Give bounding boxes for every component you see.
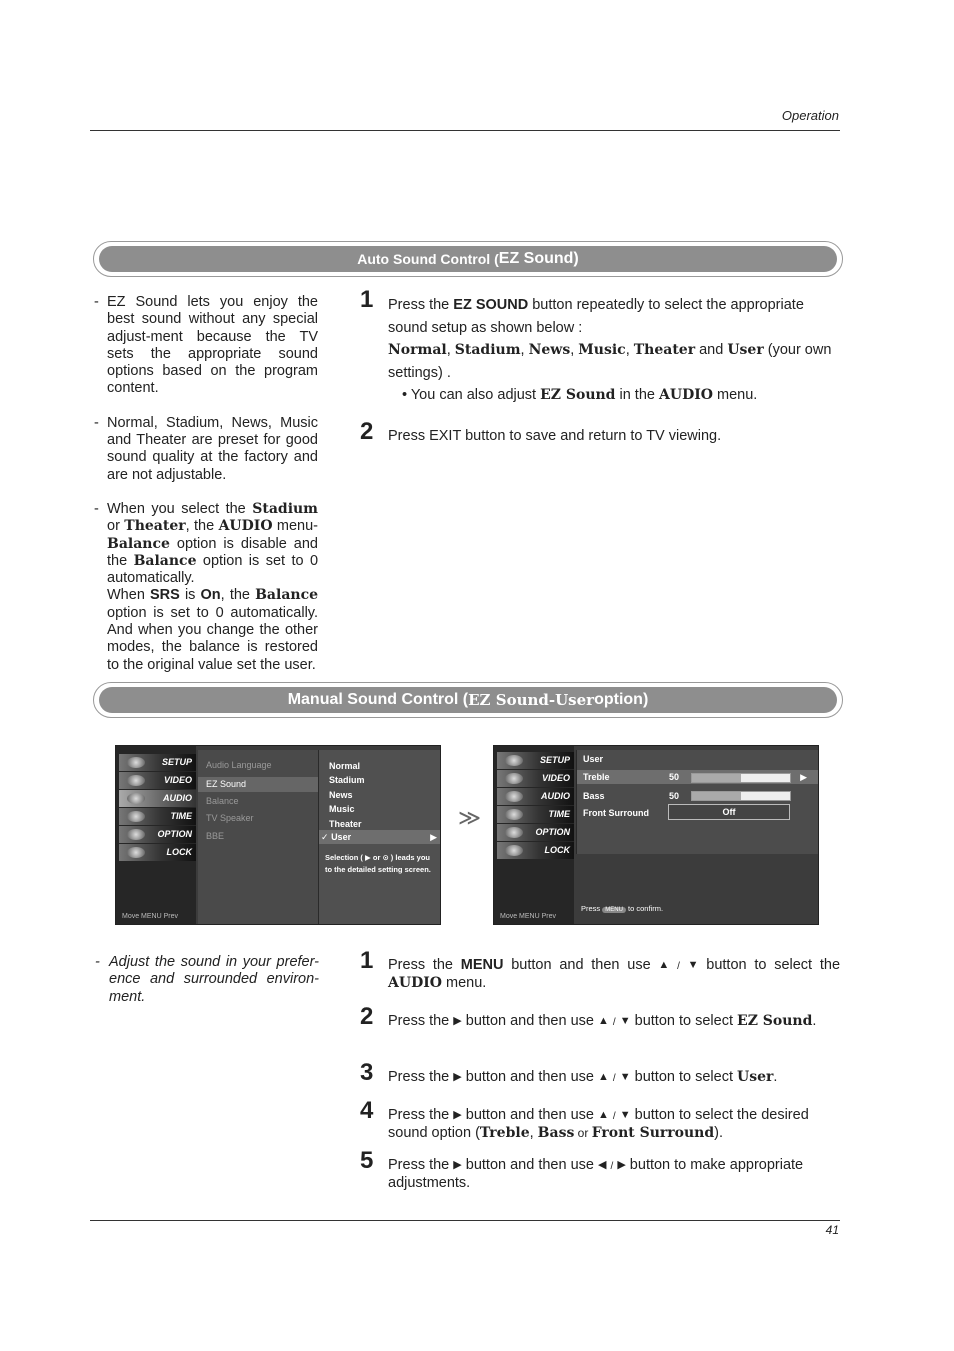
ez-sound-options bbox=[318, 750, 441, 924]
option-normal: Normal bbox=[329, 761, 361, 771]
manual-step-2: 2 Press the ▶ button and then use ▲ / ▼ button to select EZ Sound. bbox=[360, 1003, 817, 1030]
submenu-audio-language: Audio Language bbox=[206, 760, 272, 770]
up-arrow-icon: ▲ bbox=[598, 1109, 609, 1121]
bass-label: Bass bbox=[583, 791, 605, 801]
section-header-auto-sound bbox=[93, 241, 843, 277]
footer-rule bbox=[90, 1220, 840, 1221]
front-surround-label: Front Surround bbox=[583, 808, 649, 818]
note-balance: - When you select the Stadium or Theater, the AUDIO menu-Balance option is disable and the Balance option is set to 0 automatically. When SRS is On, the Balance option is set to 0 automatically. And when you change the other modes, the balance is restored to the original value set the user. bbox=[92, 501, 318, 674]
left-arrow-icon: ◀ bbox=[598, 1159, 607, 1171]
section-title-bold: EZ Sound-User bbox=[468, 691, 595, 709]
setup-icon bbox=[505, 755, 523, 766]
manual-step-5: 5 Press the ▶ button and then use ◀ / ▶ button to make appropriate adjustments. bbox=[360, 1147, 804, 1192]
section-title-prefix: Auto Sound Control ( bbox=[357, 251, 499, 267]
menu-item-setup: SETUP bbox=[497, 752, 574, 769]
menu-sidebar bbox=[494, 746, 574, 924]
menu-item-option: OPTION bbox=[119, 826, 196, 843]
treble-slider bbox=[691, 773, 791, 783]
header-section-label: Operation bbox=[781, 108, 839, 123]
down-arrow-icon: ▼ bbox=[687, 959, 699, 971]
auto-step-1: 1 Press the EZ SOUND button repeatedly to select the appropriate sound setup as shown below : Normal, Stadium, News, Music, Theater and User (your own settings) . • You can also adjust EZ Sound in the AUDIO menu. bbox=[360, 286, 832, 403]
menu-footer-hint: Move MENU Prev bbox=[122, 913, 179, 920]
menu-footer-hint: Move MENU Prev bbox=[500, 913, 557, 920]
section-title-prefix: Manual Sound Control ( bbox=[287, 691, 469, 708]
section-title-suffix: option) bbox=[594, 691, 649, 708]
bass-slider bbox=[691, 791, 791, 801]
auto-sound-notes bbox=[92, 294, 318, 691]
menu-item-audio: AUDIO bbox=[497, 788, 574, 805]
video-icon bbox=[505, 773, 523, 784]
user-settings-panel bbox=[576, 750, 819, 854]
up-arrow-icon: ▲ bbox=[598, 1071, 609, 1083]
menu-item-lock: LOCK bbox=[119, 844, 196, 861]
step-number: 3 bbox=[360, 1059, 374, 1086]
treble-row: Treble 50 ▶ bbox=[577, 770, 819, 784]
menu-item-audio: AUDIO bbox=[119, 790, 196, 807]
treble-value: 50 bbox=[669, 772, 680, 782]
down-arrow-icon: ▼ bbox=[619, 1015, 631, 1027]
menu-item-setup: SETUP bbox=[119, 754, 196, 771]
video-icon bbox=[127, 775, 145, 786]
right-arrow-icon: ▶ bbox=[617, 1159, 626, 1171]
note-presets: - Normal, Stadium, News, Music and Theater are preset for good sound quality at the factory and are not adjustable. bbox=[92, 415, 318, 484]
menu-item-option: OPTION bbox=[497, 824, 574, 841]
up-arrow-icon: ▲ bbox=[598, 1015, 609, 1027]
audio-icon bbox=[505, 791, 523, 802]
option-icon bbox=[505, 827, 523, 838]
setup-icon bbox=[127, 757, 145, 768]
option-theater: Theater bbox=[329, 819, 362, 829]
time-icon bbox=[127, 811, 145, 822]
note-ez-sound: - EZ Sound lets you enjoy the best sound without any special adjust-ment because the TV sets the appropriate sound options based on the program content. bbox=[92, 294, 318, 398]
up-arrow-icon: ▲ bbox=[658, 959, 670, 971]
auto-step-2: 2 Press EXIT button to save and return to TV viewing. bbox=[360, 418, 722, 445]
right-arrow-icon: ▶ bbox=[453, 1071, 462, 1083]
down-arrow-icon: ▼ bbox=[619, 1109, 631, 1121]
manual-step-4: 4 Press the ▶ button and then use ▲ / ▼ button to select the desired sound option (Treble, Bass or Front Surround). bbox=[360, 1097, 809, 1142]
manual-step-3: 3 Press the ▶ button and then use ▲ / ▼ button to select User. bbox=[360, 1059, 778, 1086]
arrow-right-icon: ▶ bbox=[800, 772, 807, 782]
user-sound-screenshot bbox=[493, 745, 819, 925]
step-number: 2 bbox=[360, 1003, 374, 1030]
submenu-balance: Balance bbox=[206, 796, 239, 806]
option-news: News bbox=[329, 790, 353, 800]
double-arrow-icon: ≫ bbox=[458, 805, 482, 830]
header-rule bbox=[90, 130, 840, 131]
option-stadium: Stadium bbox=[329, 775, 365, 785]
manual-sound-note: - Adjust the sound in your prefer-ence and surrounded environ-ment. bbox=[95, 954, 319, 1005]
right-arrow-icon: ▶ bbox=[453, 1159, 462, 1171]
audio-menu-screenshot bbox=[115, 745, 441, 925]
menu-sidebar bbox=[116, 746, 196, 924]
menu-item-lock: LOCK bbox=[497, 842, 574, 859]
right-arrow-icon: ▶ bbox=[453, 1109, 462, 1121]
selection-hint: Selection ( ▶ or ⊙ ) leads you to the detailed setting screen. bbox=[325, 853, 431, 874]
option-user: ✓ User ▶ bbox=[319, 830, 441, 844]
lock-icon bbox=[127, 847, 145, 858]
confirm-hint: Press MENU to confirm. bbox=[581, 904, 664, 913]
manual-step-1: 1 Press the MENU button and then use ▲ / ▼ button to select the AUDIO menu. bbox=[360, 947, 841, 992]
submenu-ez-sound: EZ Sound bbox=[198, 777, 318, 792]
front-surround-value: Off bbox=[668, 804, 790, 820]
step-number: 1 bbox=[360, 286, 374, 313]
right-arrow-icon: ▶ bbox=[453, 1015, 462, 1027]
menu-item-time: TIME bbox=[119, 808, 196, 825]
section-header-manual-sound bbox=[93, 682, 843, 718]
section-title-main: EZ Sound) bbox=[498, 250, 579, 267]
lock-icon bbox=[505, 845, 523, 856]
bass-value: 50 bbox=[669, 791, 680, 801]
check-icon: ✓ bbox=[321, 832, 329, 842]
step-number: 5 bbox=[360, 1147, 374, 1174]
down-arrow-icon: ▼ bbox=[619, 1071, 631, 1083]
submenu-tv-speaker: TV Speaker bbox=[206, 813, 254, 823]
menu-item-time: TIME bbox=[497, 806, 574, 823]
audio-submenu bbox=[198, 750, 318, 924]
menu-button-icon: MENU bbox=[602, 907, 626, 913]
menu-item-video: VIDEO bbox=[119, 772, 196, 789]
step-number: 2 bbox=[360, 418, 374, 445]
step-number: 4 bbox=[360, 1097, 374, 1124]
step-number: 1 bbox=[360, 947, 374, 974]
audio-icon bbox=[127, 793, 145, 804]
arrow-right-icon: ▶ bbox=[430, 832, 437, 842]
time-icon bbox=[505, 809, 523, 820]
submenu-bbe: BBE bbox=[206, 831, 225, 841]
option-music: Music bbox=[329, 804, 355, 814]
user-heading: User bbox=[583, 754, 604, 764]
page-number: 41 bbox=[825, 1223, 839, 1237]
menu-item-video: VIDEO bbox=[497, 770, 574, 787]
option-icon bbox=[127, 829, 145, 840]
